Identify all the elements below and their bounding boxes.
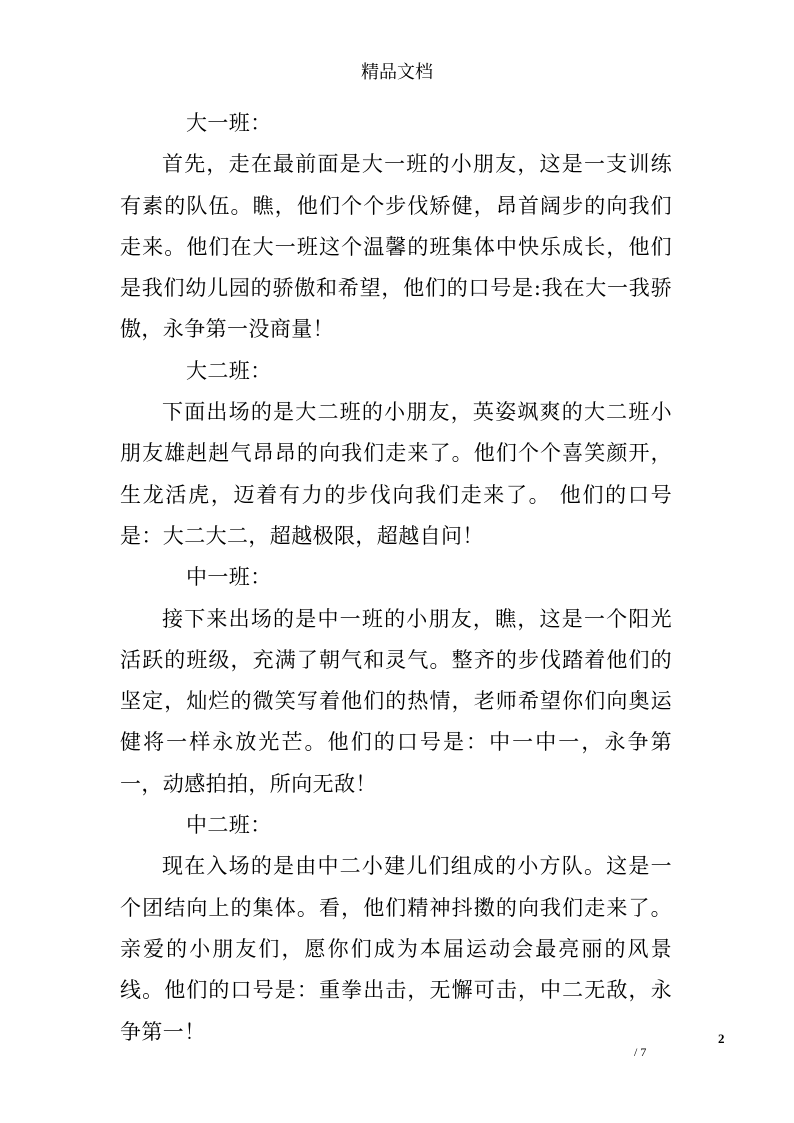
page-total: / 7 [634, 1045, 647, 1059]
page-header-title: 精品文档 [361, 62, 433, 83]
section-paragraph-class-big-2: 下面出场的是大二班的小朋友，英姿飒爽的大二班小朋友雄赳赳气昂昂的向我们走来了。他们个个喜笑颜开，生龙活虎，迈着有力的步伐向我们走来了。 他们的口号是：大二大二，超越极限，超越自问！ [120, 400, 672, 548]
section-paragraph-class-big-1: 首先，走在最前面是大一班的小朋友，这是一支训练有素的队伍。瞧，他们个个步伐矫健，昂首阔步的向我们走来。他们在大一班这个温馨的班集体中快乐成长，他们是我们幼儿园的骄傲和希望，他们的口号是:我在大一我骄傲，永争第一没商量！ [120, 152, 672, 342]
document-body [120, 103, 672, 1053]
section-label-class-big-2: 大二班： [186, 358, 272, 383]
page-number: 2 [718, 1031, 725, 1046]
section-paragraph-class-middle-1: 接下来出场的是中一班的小朋友，瞧，这是一个阳光活跃的班级，充满了朝气和灵气。整齐的步伐踏着他们的坚定，灿烂的微笑写着他们的热情，老师希望你们向奥运健将一样永放光芒。他们的口号是：中一中一，永争第一，动感拍拍，所向无敌！ [120, 606, 672, 796]
section-paragraph-class-middle-2: 现在入场的是由中二小建儿们组成的小方队。这是一个团结向上的集体。看，他们精神抖擞的向我们走来了。亲爱的小朋友们，愿你们成为本届运动会最亮丽的风景线。他们的口号是：重拳出击，无懈可击，中二无敌，永争第一！ [120, 854, 672, 1044]
section-label-class-big-1: 大一班： [186, 111, 272, 135]
section-label-class-middle-1: 中一班： [186, 565, 272, 590]
section-label-class-middle-2: 中二班： [186, 813, 272, 838]
